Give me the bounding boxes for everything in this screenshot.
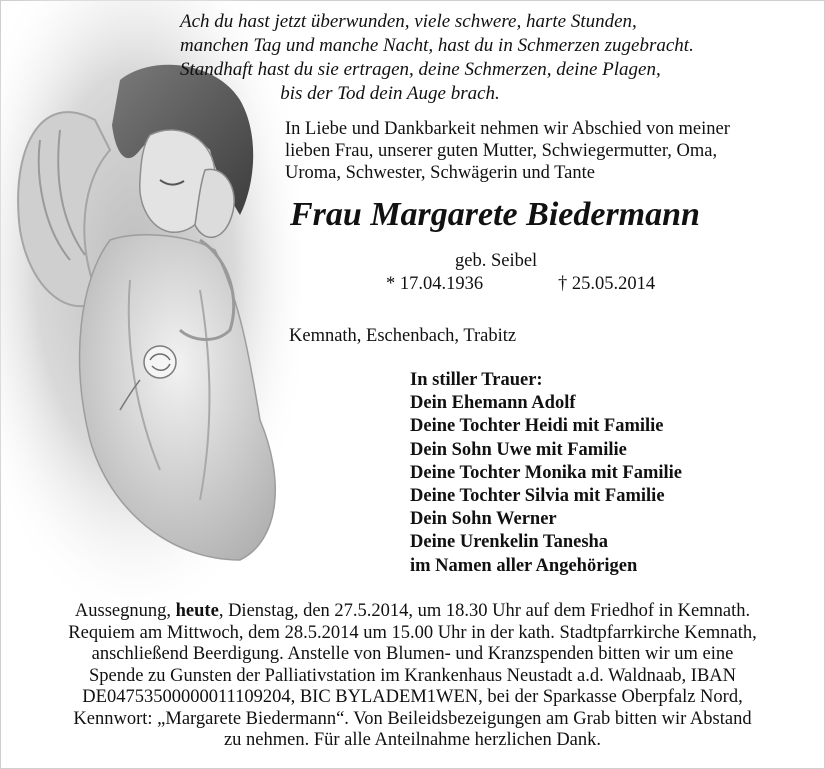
places: Kemnath, Eschenbach, Trabitz [289,326,517,346]
birth-date: * 17.04.1936 [386,274,484,294]
mourner-item: Deine Tochter Silvia mit Familie [410,486,665,507]
intro-line: lieben Frau, unserer guten Mutter, Schwiegermutter, Oma, [285,141,718,161]
intro-line: Uroma, Schwester, Schwägerin und Tante [285,163,595,183]
poem [180,10,694,106]
maiden-name: geb. Seibel [455,251,538,271]
poem-line: Standhaft hast du sie ertragen, deine Schmerzen, deine Plagen, [180,59,661,80]
footer-text: Aussegnung, [74,601,176,621]
footer-line: Spende zu Gunsten der Palliativstation im Krankenhaus Neustadt a.d. Waldnaab, IBAN [88,665,737,686]
mourner-item: Deine Tochter Monika mit Familie [410,462,682,483]
intro-text [285,118,805,184]
mourner-item: Dein Ehemann Adolf [410,393,576,414]
footer-text: , Dienstag, den 27.5.2014, um 18.30 Uhr auf dem Friedhof in Kemnath. [218,601,751,621]
service-details [10,601,815,752]
footer-line: Kennwort: „Margarete Biedermann“. Von Beileidsbezeigungen am Grab bitten wir Abstand [73,708,752,729]
deceased-name: Frau Margarete Biedermann [290,196,700,233]
mourner-item: im Namen aller Angehörigen [410,555,638,576]
mourner-item: Dein Sohn Uwe mit Familie [410,439,627,460]
mourners-heading: In stiller Trauer: [410,370,543,390]
poem-line: bis der Tod dein Auge brach. [280,83,500,104]
intro-line: In Liebe und Dankbarkeit nehmen wir Abschied von meiner [285,119,730,139]
poem-line: Ach du hast jetzt überwunden, viele schwere, harte Stunden, [180,11,637,32]
mourners-list [410,369,810,578]
mourner-item: Deine Urenkelin Tanesha [410,532,609,553]
footer-emphasis: heute [175,601,219,621]
footer-line: Requiem am Mittwoch, dem 28.5.2014 um 15.00 Uhr in der kath. Stadtpfarrkirche Kemnath, [68,622,757,643]
mourner-item: Dein Sohn Werner [410,509,557,530]
footer-line: DE04753500000011109204, BIC BYLADEM1WEN, bei der Sparkasse Oberpfalz Nord, [82,687,743,707]
footer-line: anschließend Beerdigung. Anstelle von Blumen- und Kranzspenden bitten wir um eine [91,644,734,664]
death-date: † 25.05.2014 [558,274,656,294]
mourner-item: Deine Tochter Heidi mit Familie [410,416,664,437]
footer-line [10,601,815,623]
poem-line: manchen Tag und manche Nacht, hast du in Schmerzen zugebracht. [180,35,694,56]
footer-line: zu nehmen. Für alle Anteilnahme herzlichen Dank. [223,730,602,750]
